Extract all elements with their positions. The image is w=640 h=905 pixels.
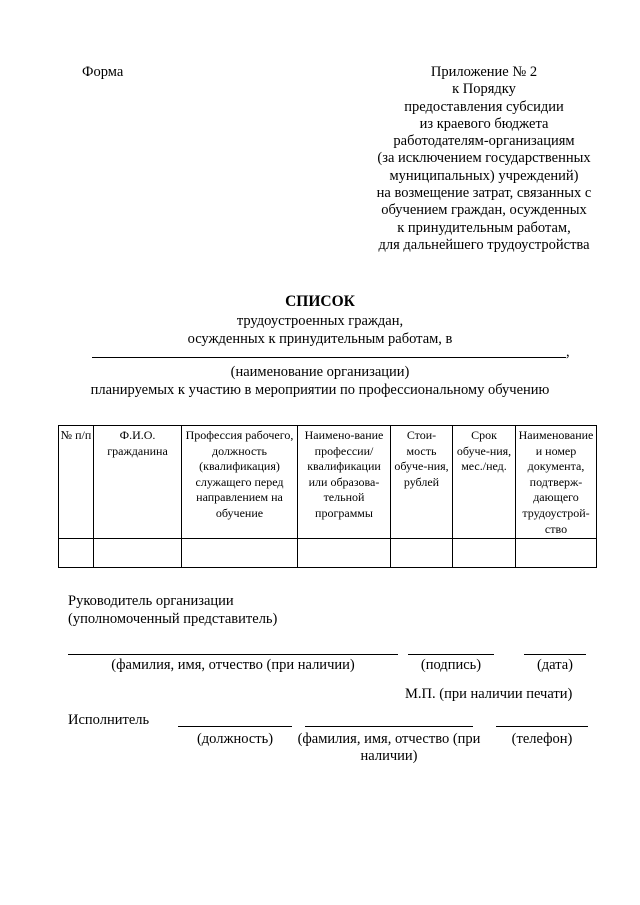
document-title: СПИСОК <box>285 293 355 310</box>
form-label: Форма <box>82 64 124 80</box>
citizens-table <box>58 425 597 568</box>
appendix-line: к Порядку <box>452 81 516 98</box>
leader-representative-label: (уполномоченный представитель) <box>68 611 278 627</box>
executor-name-line <box>305 726 473 727</box>
subtitle-line-3: планируемых к участию в мероприятии по профессиональному обучению <box>90 382 550 398</box>
table-header-row <box>59 426 597 539</box>
date-caption: (дата) <box>536 657 574 673</box>
header-cell-document: Наименование и номер документа, подтверж-дающего трудоустрой-ство <box>516 426 597 539</box>
appendix-line: муниципальных) учреждений) <box>389 167 579 184</box>
position-caption: (должность) <box>196 731 274 747</box>
header-cell-program: Наимено-вание профессии/ квалификации или образова-тельной программы <box>298 426 391 539</box>
appendix-line: работодателям-организациям <box>393 133 575 150</box>
subtitle-line-1: трудоустроенных граждан, <box>236 313 404 329</box>
signature-line <box>408 654 494 655</box>
phone-caption: (телефон) <box>511 731 573 747</box>
header-cell-fio: Ф.И.О. гражданина <box>94 426 182 539</box>
name-signature-line <box>68 654 398 655</box>
organization-name-line <box>92 357 566 358</box>
table-cell <box>453 539 516 568</box>
header-cell-profession: Профессия рабочего, должность (квалификация) служащего перед направлением на обучение <box>182 426 298 539</box>
appendix-line: к принудительным работам, <box>397 219 571 236</box>
appendix-line: обучением граждан, осужденных <box>381 202 587 219</box>
table-cell <box>59 539 94 568</box>
subtitle-line-2: осужденных к принудительным работам, в <box>187 331 453 347</box>
leader-label: Руководитель организации <box>68 593 234 609</box>
organization-line-comma: , <box>566 344 570 360</box>
table-row <box>59 539 597 568</box>
header-cell-number: № п/п <box>59 426 94 539</box>
header-cell-cost: Стои-мость обуче-ния, рублей <box>391 426 453 539</box>
executor-name-caption: (фамилия, имя, отчество (при наличии) <box>297 731 481 765</box>
appendix-line: предоставления субсидии <box>404 98 564 115</box>
phone-line <box>496 726 588 727</box>
appendix-line: для дальнейшего трудоустройства <box>378 236 590 253</box>
appendix-line: Приложение № 2 <box>430 64 538 80</box>
appendix-block <box>360 64 608 254</box>
table-cell <box>516 539 597 568</box>
table-cell <box>298 539 391 568</box>
position-line <box>178 726 292 727</box>
appendix-line: (за исключением государственных <box>377 150 591 167</box>
date-line <box>524 654 586 655</box>
table-cell <box>391 539 453 568</box>
appendix-line: из краевого бюджета <box>419 115 549 132</box>
name-caption: (фамилия, имя, отчество (при наличии) <box>111 657 355 673</box>
table-cell <box>182 539 298 568</box>
organization-caption: (наименование организации) <box>230 364 410 380</box>
table-cell <box>94 539 182 568</box>
executor-label: Исполнитель <box>68 712 150 728</box>
header-cell-duration: Срок обуче-ния, мес./нед. <box>453 426 516 539</box>
stamp-note: М.П. (при наличии печати) <box>405 686 573 702</box>
appendix-line: на возмещение затрат, связанных с <box>376 185 592 202</box>
signature-caption: (подпись) <box>420 657 482 673</box>
